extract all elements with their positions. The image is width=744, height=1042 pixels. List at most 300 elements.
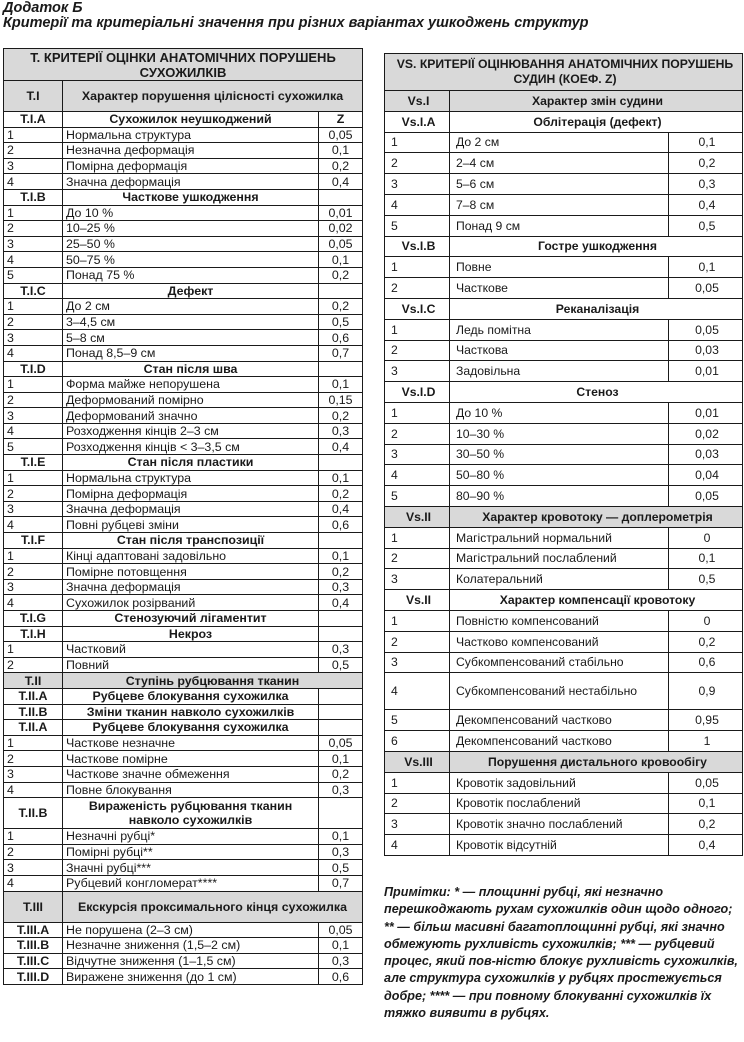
row-label: До 10 %	[450, 402, 669, 423]
section-code: Vs.III	[385, 751, 450, 772]
table-row	[385, 257, 743, 278]
row-label: Кровотік відсутній	[450, 835, 669, 856]
table-row	[4, 938, 363, 954]
table-row	[385, 731, 743, 752]
subsection-header-row	[4, 189, 363, 205]
subsection-header-row	[4, 112, 363, 128]
row-z-value: 0,2	[319, 267, 363, 283]
section-label: Екскурсія проксимального кінця сухожилка	[63, 891, 363, 922]
row-z-value: 0,5	[319, 657, 363, 673]
subsection-label: Стенозуючий лігаментит	[63, 611, 319, 627]
row-label: Понад 8,5–9 см	[63, 345, 319, 361]
row-z-value: 0,2	[319, 408, 363, 424]
row-label: Розходження кінців < 3–3,5 см	[63, 439, 319, 455]
table-row	[385, 486, 743, 507]
subsection-label: Некроз	[63, 626, 319, 642]
row-z-value: 0,2	[319, 564, 363, 580]
row-number: 5	[385, 710, 450, 731]
row-number: 1	[385, 319, 450, 340]
table-row	[385, 278, 743, 299]
section-header-row	[4, 673, 363, 689]
row-z-value: 0,5	[669, 569, 743, 590]
section-label: Характер змін судини	[450, 91, 743, 112]
subsection-label: Стан після транспозиції	[63, 533, 319, 549]
subsection-label: Дефект	[63, 283, 319, 299]
table-row	[385, 402, 743, 423]
row-number: 1	[4, 548, 63, 564]
table-row	[4, 751, 363, 767]
row-z-value: 0,05	[669, 772, 743, 793]
row-z-value: 0,4	[319, 595, 363, 611]
row-number: 1	[4, 642, 63, 658]
row-number: 1	[4, 127, 63, 143]
subsection-label: Реканалізація	[450, 298, 743, 319]
table-row	[385, 340, 743, 361]
row-label: 2–4 см	[450, 153, 669, 174]
subsection-header-row	[4, 533, 363, 549]
table-row	[385, 569, 743, 590]
subsection-header-row	[4, 361, 363, 377]
row-number: 1	[4, 735, 63, 751]
row-code: T.III.B	[4, 938, 63, 954]
subsection-code: T.II.A	[4, 688, 63, 704]
row-code: T.III.A	[4, 922, 63, 938]
section-header-row	[4, 81, 363, 112]
row-label: Часткове	[450, 278, 669, 299]
subsection-code: T.I.A	[4, 112, 63, 128]
table-row	[385, 361, 743, 382]
row-number: 3	[4, 330, 63, 346]
table-row	[4, 158, 363, 174]
row-z-value: 0,03	[669, 340, 743, 361]
row-label: До 2 см	[450, 132, 669, 153]
subsection-header-row	[4, 798, 363, 829]
table-row	[385, 772, 743, 793]
row-number: 2	[4, 143, 63, 159]
row-z-value: 0,4	[319, 439, 363, 455]
table-row	[4, 953, 363, 969]
table-row	[4, 829, 363, 845]
row-z-value: 0,1	[669, 132, 743, 153]
row-number: 2	[385, 793, 450, 814]
z-header	[319, 611, 363, 627]
row-label: Нормальна структура	[63, 470, 319, 486]
row-label: До 10 %	[63, 205, 319, 221]
table-row	[385, 631, 743, 652]
row-label: Понад 9 см	[450, 215, 669, 236]
table-row	[4, 205, 363, 221]
row-number: 4	[4, 595, 63, 611]
row-z-value: 0,02	[319, 221, 363, 237]
table-row	[385, 610, 743, 631]
row-number: 2	[4, 657, 63, 673]
row-number: 3	[4, 236, 63, 252]
table-row	[4, 657, 363, 673]
section-code: T.III	[4, 891, 63, 922]
row-label: Частковий	[63, 642, 319, 658]
table-row	[4, 548, 363, 564]
row-number: 1	[385, 610, 450, 631]
row-label: Виражене зниження (до 1 см)	[63, 969, 319, 985]
tendon-criteria-table	[3, 48, 363, 985]
row-number: 4	[385, 835, 450, 856]
row-z-value: 0,1	[669, 548, 743, 569]
z-header	[319, 798, 363, 829]
subsection-label: Часткове ушкодження	[63, 189, 319, 205]
row-label: Понад 75 %	[63, 267, 319, 283]
table-row	[4, 969, 363, 985]
row-number: 1	[385, 527, 450, 548]
subsection-header-row	[385, 382, 743, 403]
table-row	[4, 267, 363, 283]
subsection-header-row	[4, 455, 363, 471]
row-number: 5	[385, 486, 450, 507]
table-row	[4, 844, 363, 860]
table-row	[385, 527, 743, 548]
row-label: Відчутне зниження (1–1,5 см)	[63, 953, 319, 969]
row-label: Кровотік задовільний	[450, 772, 669, 793]
row-label: 10–30 %	[450, 423, 669, 444]
row-label: Декомпенсований частково	[450, 710, 669, 731]
row-number: 4	[4, 345, 63, 361]
row-z-value: 0,4	[669, 194, 743, 215]
subsection-code: T.I.D	[4, 361, 63, 377]
row-z-value: 0,1	[669, 257, 743, 278]
row-number: 2	[385, 278, 450, 299]
row-z-value: 0,05	[669, 486, 743, 507]
row-z-value: 0,6	[319, 969, 363, 985]
table-row	[385, 835, 743, 856]
row-number: 1	[385, 132, 450, 153]
row-number: 2	[385, 631, 450, 652]
row-z-value: 0,01	[669, 402, 743, 423]
row-z-value: 0,3	[319, 953, 363, 969]
row-label: Повністю компенсований	[450, 610, 669, 631]
row-label: Повне блокування	[63, 782, 319, 798]
table-row	[4, 860, 363, 876]
row-z-value: 0,4	[669, 835, 743, 856]
table-row	[4, 875, 363, 891]
row-label: 30–50 %	[450, 444, 669, 465]
row-number: 4	[385, 194, 450, 215]
row-z-value: 0,05	[669, 278, 743, 299]
row-number: 3	[385, 652, 450, 673]
row-z-value: 0,5	[669, 215, 743, 236]
row-label: Незначна деформація	[63, 143, 319, 159]
row-label: Рубцевий конгломерат****	[63, 875, 319, 891]
footnotes: Примітки: * — площинні рубці, які незначно перешкоджають рухам сухожилків один щодо одного; ** — більш масивні багатоплощинні рубці, які значно обмежують рухливість сухожилків; *** — рубцевий процес, який пов-ністю блокує рухливість сухожилків, але структура сухожилків у рубцях простежується добре; **** — при повному блокуванні сухожилків їх тяжко виявити в рубцях.	[384, 885, 738, 1021]
row-label: Значна деформація	[63, 501, 319, 517]
row-z-value: 0,05	[319, 922, 363, 938]
row-number: 3	[4, 501, 63, 517]
subsection-code: Vs.I.B	[385, 236, 450, 257]
row-label: Деформований значно	[63, 408, 319, 424]
row-label: Часткове значне обмеження	[63, 766, 319, 782]
table-row	[385, 673, 743, 710]
table-row	[4, 766, 363, 782]
row-label: 7–8 см	[450, 194, 669, 215]
section-label: Порушення дистального кровообігу	[450, 751, 743, 772]
tendon-table-title: Т. КРИТЕРІЇ ОЦІНКИ АНАТОМІЧНИХ ПОРУШЕНЬ СУХОЖИЛКІВ	[4, 49, 363, 81]
table-row	[4, 345, 363, 361]
row-number: 6	[385, 731, 450, 752]
row-label: Помірна деформація	[63, 158, 319, 174]
table-row	[385, 814, 743, 835]
section-code: Vs.II	[385, 506, 450, 527]
subsection-header-row	[4, 626, 363, 642]
row-label: Кровотік послаблений	[450, 793, 669, 814]
section-code: Vs.I	[385, 91, 450, 112]
row-z-value: 0,6	[319, 330, 363, 346]
row-z-value: 0,7	[319, 345, 363, 361]
subsection-label: Рубцеве блокування сухожилка	[63, 720, 319, 736]
row-z-value: 0,02	[669, 423, 743, 444]
table-row	[385, 194, 743, 215]
section-header-row	[385, 751, 743, 772]
row-number: 3	[385, 361, 450, 382]
row-label: Магістральний нормальний	[450, 527, 669, 548]
table-row	[4, 252, 363, 268]
row-number: 3	[4, 860, 63, 876]
row-number: 1	[4, 470, 63, 486]
z-header	[319, 688, 363, 704]
row-z-value: 0,15	[319, 392, 363, 408]
row-z-value: 0,7	[319, 875, 363, 891]
row-label: Повні рубцеві зміни	[63, 517, 319, 533]
row-number: 2	[4, 844, 63, 860]
row-label: Субкомпенсований нестабільно	[450, 673, 669, 710]
row-z-value: 0,3	[669, 174, 743, 195]
row-label: Задовільна	[450, 361, 669, 382]
section-label: Характер кровотоку — доплерометрія	[450, 506, 743, 527]
row-label: Кінці адаптовані задовільно	[63, 548, 319, 564]
row-number: 1	[385, 257, 450, 278]
subsection-label: Облітерація (дефект)	[450, 111, 743, 132]
row-label: Помірне потовщення	[63, 564, 319, 580]
row-number: 2	[4, 564, 63, 580]
table-row	[4, 174, 363, 190]
row-z-value: 0,1	[319, 938, 363, 954]
table-row	[4, 423, 363, 439]
row-z-value: 0,2	[319, 299, 363, 315]
row-z-value: 0,1	[319, 143, 363, 159]
row-z-value: 0	[669, 527, 743, 548]
row-label: Ледь помітна	[450, 319, 669, 340]
subsection-label: Стан після шва	[63, 361, 319, 377]
row-code: T.III.D	[4, 969, 63, 985]
z-header	[319, 626, 363, 642]
table-row	[4, 377, 363, 393]
subsection-code: Vs.I.D	[385, 382, 450, 403]
row-label: Деформований помірно	[63, 392, 319, 408]
row-label: 3–4,5 см	[63, 314, 319, 330]
subsection-header-row	[385, 298, 743, 319]
row-z-value: 0,2	[319, 766, 363, 782]
subsection-label: Сухожилок неушкоджений	[63, 112, 319, 128]
row-number: 2	[4, 314, 63, 330]
row-number: 2	[4, 486, 63, 502]
row-label: Магістральний послаблений	[450, 548, 669, 569]
table-row	[385, 710, 743, 731]
row-z-value: 0,2	[669, 814, 743, 835]
row-number: 1	[4, 299, 63, 315]
row-number: 3	[4, 766, 63, 782]
row-label: Повне	[450, 257, 669, 278]
subsection-code: T.I.B	[4, 189, 63, 205]
row-z-value: 0,6	[319, 517, 363, 533]
row-label: Часткова	[450, 340, 669, 361]
row-z-value: 0,4	[319, 174, 363, 190]
row-z-value: 0,05	[319, 735, 363, 751]
subsection-label: Вираженість рубцювання тканин навколо сухожилків	[63, 798, 319, 829]
row-label: Частково компенсований	[450, 631, 669, 652]
row-z-value: 0,3	[319, 642, 363, 658]
subsection-code: Vs.II	[385, 590, 450, 611]
row-number: 1	[4, 829, 63, 845]
row-number: 4	[4, 423, 63, 439]
row-z-value: 0,03	[669, 444, 743, 465]
subsection-header-row	[4, 283, 363, 299]
table-row	[4, 486, 363, 502]
subsection-label: Характер компенсації кровотоку	[450, 590, 743, 611]
subsection-label: Рубцеве блокування сухожилка	[63, 688, 319, 704]
vessel-table-title: VS. КРИТЕРІЇ ОЦІНЮВАННЯ АНАТОМІЧНИХ ПОРУШЕНЬ СУДИН (КОЕФ. Z)	[385, 54, 743, 91]
section-header-row	[385, 506, 743, 527]
row-label: Незначні рубці*	[63, 829, 319, 845]
z-header	[319, 455, 363, 471]
subsection-code: T.I.E	[4, 455, 63, 471]
row-z-value: 0,3	[319, 423, 363, 439]
row-label: 50–75 %	[63, 252, 319, 268]
table-row	[385, 174, 743, 195]
row-z-value: 0,1	[319, 829, 363, 845]
subsection-label: Гостре ушкодження	[450, 236, 743, 257]
row-number: 2	[385, 340, 450, 361]
row-z-value: 0,1	[319, 377, 363, 393]
row-z-value: 0,5	[319, 314, 363, 330]
section-code: T.II	[4, 673, 63, 689]
table-row	[4, 221, 363, 237]
row-number: 4	[385, 465, 450, 486]
table-title-row	[385, 54, 743, 91]
row-label: Форма майже непорушена	[63, 377, 319, 393]
z-header	[319, 283, 363, 299]
row-number: 3	[4, 408, 63, 424]
row-z-value: 0,2	[319, 486, 363, 502]
z-header	[319, 189, 363, 205]
appendix-label: Додаток Б	[3, 0, 83, 16]
row-label: 5–6 см	[450, 174, 669, 195]
row-number: 1	[4, 377, 63, 393]
section-header-row	[385, 91, 743, 112]
table-row	[385, 319, 743, 340]
row-number: 5	[4, 267, 63, 283]
z-header	[319, 533, 363, 549]
table-row	[4, 735, 363, 751]
row-label: Колатеральний	[450, 569, 669, 590]
table-row	[4, 470, 363, 486]
row-label: Декомпенсований частково	[450, 731, 669, 752]
row-code: T.III.C	[4, 953, 63, 969]
row-z-value: 1	[669, 731, 743, 752]
z-header	[319, 704, 363, 720]
table-row	[4, 127, 363, 143]
row-number: 5	[385, 215, 450, 236]
table-row	[4, 408, 363, 424]
row-z-value: 0,3	[319, 579, 363, 595]
table-row	[4, 595, 363, 611]
table-row	[4, 392, 363, 408]
subsection-label: Стеноз	[450, 382, 743, 403]
row-z-value: 0,95	[669, 710, 743, 731]
row-number: 4	[4, 517, 63, 533]
subsection-label: Стан після пластики	[63, 455, 319, 471]
row-number: 3	[385, 444, 450, 465]
row-number: 3	[385, 174, 450, 195]
section-code: T.I	[4, 81, 63, 112]
subsection-label: Зміни тканин навколо сухожилків	[63, 704, 319, 720]
subsection-code: T.II.B	[4, 704, 63, 720]
row-z-value: 0,1	[319, 252, 363, 268]
table-row	[385, 793, 743, 814]
subsection-code: T.I.G	[4, 611, 63, 627]
row-label: Повний	[63, 657, 319, 673]
table-row	[385, 548, 743, 569]
row-label: Сухожилок розірваний	[63, 595, 319, 611]
vessel-criteria-table	[384, 53, 743, 856]
row-z-value: 0,05	[319, 236, 363, 252]
table-row	[385, 153, 743, 174]
row-z-value: 0,1	[319, 548, 363, 564]
row-label: Не порушена (2–3 см)	[63, 922, 319, 938]
row-number: 2	[4, 392, 63, 408]
row-z-value: 0,01	[319, 205, 363, 221]
table-row	[4, 579, 363, 595]
row-number: 4	[4, 782, 63, 798]
row-number: 2	[385, 423, 450, 444]
table-row	[4, 299, 363, 315]
table-row	[385, 423, 743, 444]
subsection-code: Vs.I.A	[385, 111, 450, 132]
subsection-header-row	[385, 590, 743, 611]
row-z-value: 0,5	[319, 860, 363, 876]
table-row	[4, 439, 363, 455]
row-z-value: 0,2	[669, 631, 743, 652]
table-row	[4, 642, 363, 658]
subsection-header-row	[4, 611, 363, 627]
row-label: 5–8 см	[63, 330, 319, 346]
row-label: Часткове незначне	[63, 735, 319, 751]
row-number: 1	[385, 772, 450, 793]
table-title-row	[4, 49, 363, 81]
z-header	[319, 361, 363, 377]
subsection-code: T.I.H	[4, 626, 63, 642]
row-number: 4	[4, 174, 63, 190]
subsection-code: Vs.I.C	[385, 298, 450, 319]
row-label: Значна деформація	[63, 579, 319, 595]
table-row	[4, 236, 363, 252]
table-row	[385, 215, 743, 236]
row-number: 4	[385, 673, 450, 710]
row-z-value: 0,05	[669, 319, 743, 340]
table-row	[4, 330, 363, 346]
table-row	[4, 501, 363, 517]
row-z-value: 0,2	[669, 153, 743, 174]
row-label: Нормальна структура	[63, 127, 319, 143]
row-z-value: 0,6	[669, 652, 743, 673]
section-header-row	[4, 891, 363, 922]
table-row	[4, 517, 363, 533]
